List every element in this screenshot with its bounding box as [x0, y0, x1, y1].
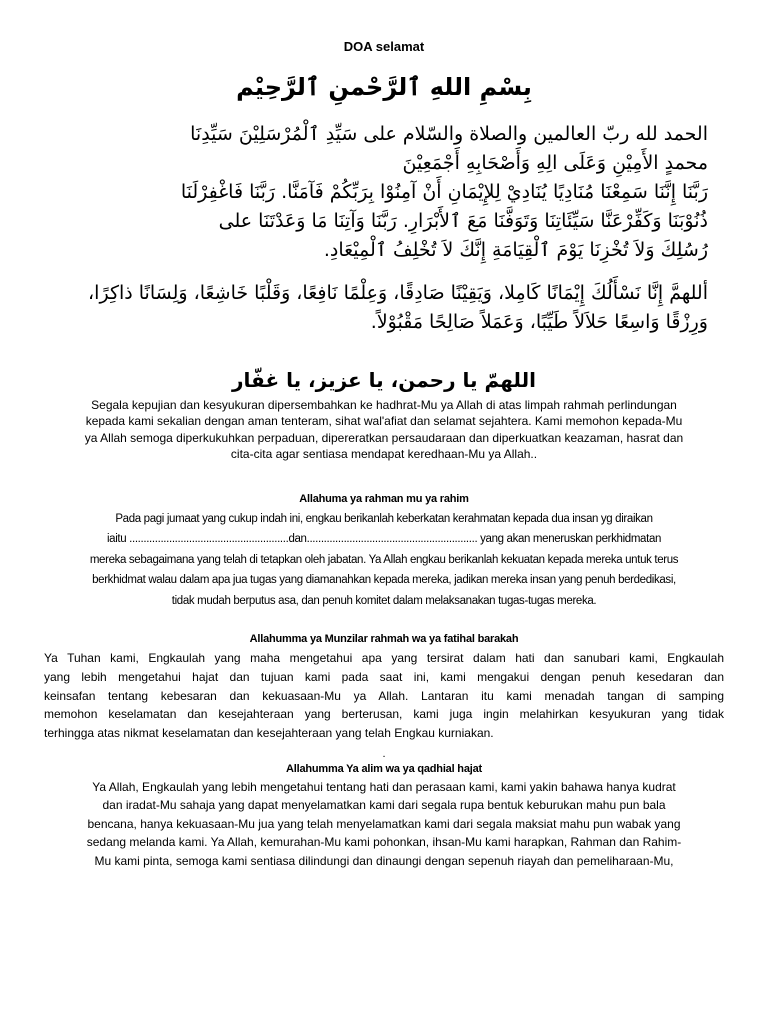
arabic-line: وَلِسَانًا ذاكِرًا، وَرِزْقًا وَاسِعًا حَلاَلاً طَيِّبًا، وَعَمَلاً صَالِحًا مَقْبُوْلاً. [88, 282, 708, 333]
text-line: Mu kami pinta, semoga kami sentiasa dilindungi dan dinaungi dengan sepenuh riayah dan pemeliharaan-Mu, [94, 853, 674, 868]
text-line: keinsafan tentang kebesaran dan kekuasaan-Mu ya Allah. Lantaran itu kami menadah tangan di samping [44, 688, 724, 703]
text-line: mereka sebagaimana yang telah di tetapkan oleh jabatan. Ya Allah engkau berikanlah kekuatan kepada mereka untuk terus [89, 553, 679, 566]
text-line: sedang melanda kami. Ya Allah, kemurahan-Mu kami pohonkan, ihsan-Mu kami harapkan, Rahman dan Rahim- [86, 835, 682, 850]
gratitude-paragraph [44, 649, 724, 743]
text-line: tidak mudah berputus asa, dan penuh komitet dalam melaksanakan tugas-tugas mereka. [171, 594, 597, 607]
arabic-line: رُسُلِكَ وَلاَ تُخْزِنَا يَوْمَ ٱلْقِيَامَةِ إِنَّكَ لاَ تُخْلِفُ ٱلْمِيْعَادِ. [323, 239, 708, 261]
section-heading-3: Allahumma Ya alim wa ya qadhial hajat [286, 762, 482, 775]
arabic-line: محمدٍ الأَمِيْنِ وَعَلَى الِهِ وَأَصْحَابِهِ أَجْمَعِيْنَ [402, 152, 708, 174]
text-line: dan iradat-Mu sahaja yang dapat menyelamatkan kami dari segala rupa bentuk keburukan mahu pun bala [102, 798, 666, 813]
arabic-line: ذُنُوْبَنَا وَكَفِّرْعَنَّا سَيِّئَاتِنَا وَتَوَفَّنَا مَعَ ٱلأَبْرَارِ. رَبَّنَا وَآتِنَا مَا وَعَدْتَنَا على [218, 210, 708, 232]
text-line: bencana, hanya kekuasaan-Mu jua yang telah menyelamatkan kami dari segala maksiat mahu pun wabak yang [87, 816, 681, 831]
bismillah-heading: بِسْمِ اللهِ ٱلرَّحْمنِ ٱلرَّحِيْم [236, 73, 532, 101]
arabic-line: رَبَّنَا إِنَّنَا سَمِعْنَا مُنَادِيًا يُنَادِيْ لِلإِيْمَانِ أَنْ آمِنُوْا بِرَبِّكُمْ فَآمَنَّا. رَبَّنَا فَاغْفِرْلَنَا [180, 181, 708, 203]
praise-paragraph [60, 397, 708, 463]
arabic-prayer-paragraph-1 [60, 120, 708, 265]
arabic-prayer-paragraph-2 [60, 279, 708, 337]
arabic-invocation-heading: اللهمّ يا رحمن، يا عزيز، يا غفّار [232, 368, 536, 392]
text-line: Pada pagi jumaat yang cukup indah ini, engkau berikanlah keberkatan kerahmatan kepada dua insan yg diraikan [115, 512, 653, 525]
text-line: Segala kepujian dan kesyukuran dipersembahkan ke hadhrat-Mu ya Allah di atas limpah rahmah perlindungan [91, 398, 677, 412]
protection-paragraph [44, 778, 724, 871]
text-line: ya Allah semoga diperkukuhkan perpaduan, dipereratkan persaudaraan dan diperkuatkan keazaman, hasrat dan [84, 430, 684, 445]
text-line: cita-cita agar sentiasa mendapat keredhaan-Mu ya Allah.. [230, 447, 538, 462]
blessing-paragraph [60, 509, 708, 612]
arabic-line: أللهمَّ إِنَّا نَسْأَلُكَ إِيْمَانًا كَامِلا، وَيَقِيْنًا صَادِقًا، وَعِلْمًا نَافِعًا، وَقَلْبًا خَاشِعًا، [193, 282, 708, 304]
text-line: iaitu ........................................................dan............................................................ yang akan meneruskan perkhidmatan [106, 533, 662, 546]
arabic-line: الحمد لله ربّ العالمين والصلاة والسّلام على سَيِّدِ ٱلْمُرْسَلِيْنَ سَيِّدِنَا [190, 123, 708, 145]
text-line: Ya Allah, Engkaulah yang lebih mengetahui tentang hati dan perasaan kami, kami yakin bahawa hanya kudrat [92, 779, 676, 794]
text-line: memohon keselamatan dan kesejahteraan yang berterusan, kami juga ingin melahirkan kesyukuran yang tidak [44, 707, 724, 722]
section-heading-2: Allahumma ya Munzilar rahmah wa ya fatihal barakah [249, 633, 519, 646]
text-line: Ya Tuhan kami, Engkaulah yang maha mengetahui apa yang tersirat dalam hati dan sanubari kami, Engkaulah [44, 651, 724, 666]
text-line: terhingga atas nikmat keselamatan dan kesejahteraan yang telah Engkau kurniakan. [44, 725, 494, 740]
text-line: yang lebih mengetahui hajat dan tujuan kami pada saat ini, kami mengakui dengan penuh kesedaran dan [44, 669, 724, 684]
separator-dot: . [382, 747, 386, 760]
section-heading-1: Allahuma ya rahman mu ya rahim [299, 492, 469, 505]
text-line: berkhidmat walau dalam apa jua tugas yang diamanahkan kepada mereka, jadikan mereka insan yang penuh berdedikasi, [92, 574, 676, 587]
document-title: DOA selamat [343, 39, 425, 54]
text-line: kepada kami sekalian dengan aman tenteram, sihat wal'afiat dan selamat sejahtera. Kami memohon kepada-Mu [85, 414, 683, 429]
